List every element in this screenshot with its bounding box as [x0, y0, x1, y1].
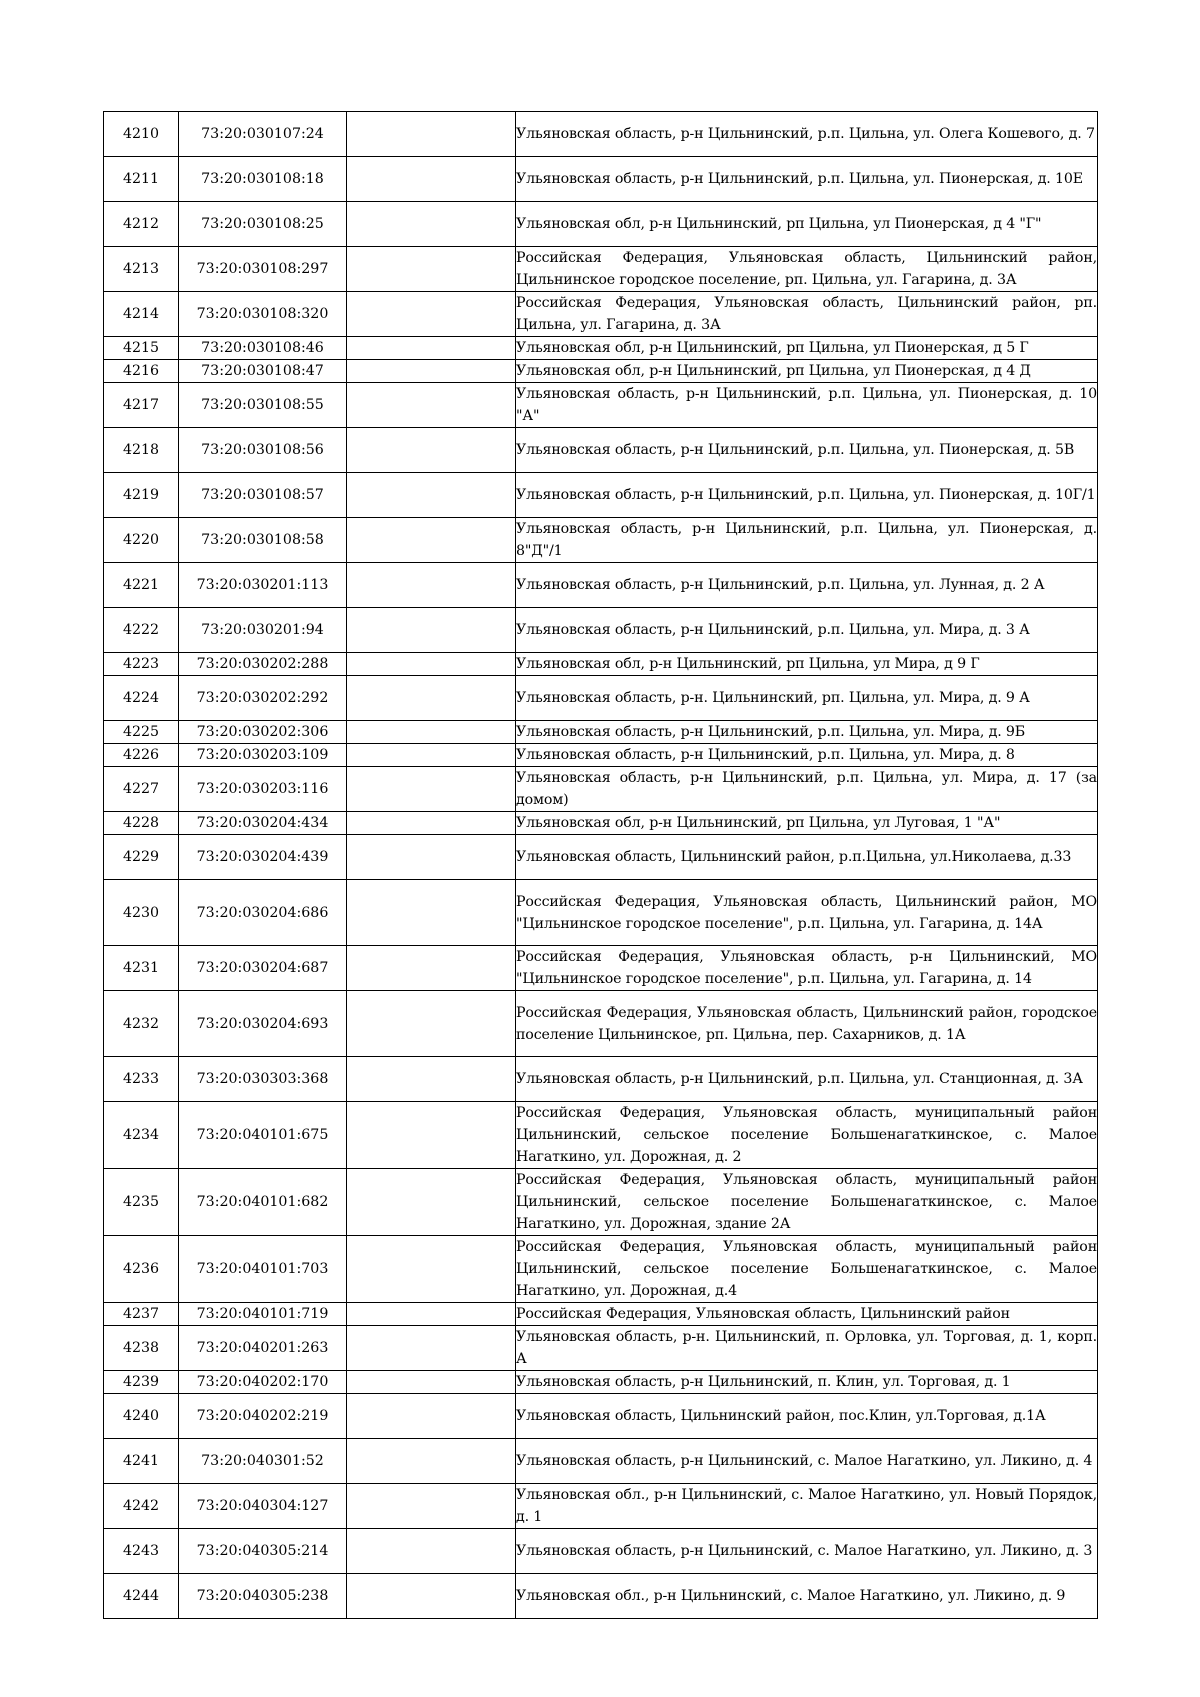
table-row — [104, 946, 1098, 991]
table-row — [104, 518, 1098, 563]
table-row — [104, 767, 1098, 812]
cadastral-number-cell: 73:20:030202:288 — [179, 653, 347, 676]
cadastral-number-cell: 73:20:040201:263 — [179, 1326, 347, 1371]
address-cell — [516, 721, 1098, 744]
table-row — [104, 1236, 1098, 1303]
cadastral-number-cell: 73:20:030108:25 — [179, 202, 347, 247]
row-number-cell: 4215 — [104, 337, 179, 360]
table-row — [104, 1169, 1098, 1236]
table-row — [104, 360, 1098, 383]
row-number-cell: 4227 — [104, 767, 179, 812]
row-number-cell: 4212 — [104, 202, 179, 247]
address-text: Российская Федерация, Ульяновская область, р-н Цильнинский, МО "Цильнинское городское поселение", р.п. Цильна, ул. Гагарина, д. 14 — [516, 949, 1097, 987]
table-row — [104, 721, 1098, 744]
registry-table-body — [104, 112, 1098, 1619]
address-cell — [516, 1574, 1098, 1619]
address-text: Ульяновская обл, р-н Цильнинский, рп Цильна, ул Пионерская, д 4 "Г" — [516, 216, 1042, 232]
table-row — [104, 835, 1098, 880]
cadastral-number-cell: 73:20:040304:127 — [179, 1484, 347, 1529]
row-number-cell: 4211 — [104, 157, 179, 202]
row-number-cell: 4242 — [104, 1484, 179, 1529]
cadastral-number-cell: 73:20:040202:170 — [179, 1371, 347, 1394]
row-number-cell: 4238 — [104, 1326, 179, 1371]
address-cell — [516, 1371, 1098, 1394]
row-number-cell: 4220 — [104, 518, 179, 563]
cadastral-number-cell: 73:20:040101:719 — [179, 1303, 347, 1326]
table-row — [104, 292, 1098, 337]
address-text: Ульяновская область, р-н. Цильнинский, п. Орловка, ул. Торговая, д. 1, корп. А — [516, 1329, 1097, 1367]
empty-cell — [347, 518, 516, 563]
table-row — [104, 1574, 1098, 1619]
cadastral-number-cell: 73:20:040101:682 — [179, 1169, 347, 1236]
address-cell — [516, 428, 1098, 473]
table-row — [104, 1326, 1098, 1371]
cadastral-number-cell: 73:20:040305:238 — [179, 1574, 347, 1619]
empty-cell — [347, 1371, 516, 1394]
cadastral-number-cell: 73:20:030108:58 — [179, 518, 347, 563]
address-text: Ульяновская область, р-н Цильнинский, с. Малое Нагаткино, ул. Ликино, д. 4 — [516, 1453, 1093, 1469]
empty-cell — [347, 1484, 516, 1529]
empty-cell — [347, 473, 516, 518]
row-number-cell: 4214 — [104, 292, 179, 337]
empty-cell — [347, 1057, 516, 1102]
empty-cell — [347, 946, 516, 991]
table-row — [104, 812, 1098, 835]
row-number-cell: 4233 — [104, 1057, 179, 1102]
table-row — [104, 991, 1098, 1057]
address-text: Ульяновская область, р-н Цильнинский, с. Малое Нагаткино, ул. Ликино, д. 3 — [516, 1543, 1093, 1559]
address-text: Ульяновская область, р-н Цильнинский, р.п. Цильна, ул. Пионерская, д. 8"Д"/1 — [516, 521, 1097, 559]
address-cell — [516, 292, 1098, 337]
empty-cell — [347, 157, 516, 202]
empty-cell — [347, 721, 516, 744]
cadastral-number-cell: 73:20:030108:46 — [179, 337, 347, 360]
address-cell — [516, 360, 1098, 383]
empty-cell — [347, 653, 516, 676]
address-cell — [516, 518, 1098, 563]
cadastral-number-cell: 73:20:030204:434 — [179, 812, 347, 835]
address-text: Ульяновская обл, р-н Цильнинский, рп Цильна, ул Пионерская, д 5 Г — [516, 340, 1029, 356]
row-number-cell: 4234 — [104, 1102, 179, 1169]
row-number-cell: 4222 — [104, 608, 179, 653]
cadastral-number-cell: 73:20:030107:24 — [179, 112, 347, 157]
table-row — [104, 880, 1098, 946]
cadastral-number-cell: 73:20:030204:686 — [179, 880, 347, 946]
address-text: Ульяновская обл., р-н Цильнинский, с. Малое Нагаткино, ул. Новый Порядок, д. 1 — [516, 1487, 1097, 1525]
address-text: Российская Федерация, Ульяновская область, Цильнинский район, Цильнинское городское поселение, рп. Цильна, ул. Гагарина, д. 3А — [516, 250, 1097, 288]
cadastral-number-cell: 73:20:030204:687 — [179, 946, 347, 991]
address-text: Российская Федерация, Ульяновская область, Цильнинский район, городское поселение Цильнинское, рп. Цильна, пер. Сахарников, д. 1А — [516, 1004, 1097, 1043]
address-cell — [516, 1057, 1098, 1102]
address-text: Российская Федерация, Ульяновская область, муниципальный район Цильнинский, сельское поселение Большенагаткинское, с. Малое Нагаткино, ул. Дорожная, здание 2А — [516, 1172, 1097, 1232]
cadastral-number-cell: 73:20:040101:675 — [179, 1102, 347, 1169]
cadastral-number-cell: 73:20:030203:116 — [179, 767, 347, 812]
table-row — [104, 744, 1098, 767]
address-cell — [516, 1394, 1098, 1439]
empty-cell — [347, 767, 516, 812]
cadastral-number-cell: 73:20:030108:320 — [179, 292, 347, 337]
table-row — [104, 1439, 1098, 1484]
address-text: Российская Федерация, Ульяновская область, Цильнинский район — [516, 1306, 1010, 1322]
cadastral-number-cell: 73:20:030201:94 — [179, 608, 347, 653]
address-cell — [516, 676, 1098, 721]
empty-cell — [347, 1236, 516, 1303]
address-cell — [516, 1303, 1098, 1326]
address-cell — [516, 835, 1098, 880]
table-row — [104, 157, 1098, 202]
address-cell — [516, 991, 1098, 1057]
empty-cell — [347, 835, 516, 880]
address-text: Ульяновская область, Цильнинский район, пос.Клин, ул.Торговая, д.1А — [516, 1408, 1046, 1424]
cadastral-number-cell: 73:20:040101:703 — [179, 1236, 347, 1303]
row-number-cell: 4239 — [104, 1371, 179, 1394]
address-text: Ульяновская обл, р-н Цильнинский, рп Цильна, ул Пионерская, д 4 Д — [516, 363, 1031, 379]
table-row — [104, 473, 1098, 518]
row-number-cell: 4223 — [104, 653, 179, 676]
empty-cell — [347, 563, 516, 608]
table-row — [104, 676, 1098, 721]
empty-cell — [347, 360, 516, 383]
address-text: Ульяновская область, р-н Цильнинский, р.п. Цильна, ул. Лунная, д. 2 А — [516, 577, 1045, 593]
row-number-cell: 4241 — [104, 1439, 179, 1484]
row-number-cell: 4235 — [104, 1169, 179, 1236]
address-text: Ульяновская область, р-н. Цильнинский, рп. Цильна, ул. Мира, д. 9 А — [516, 690, 1030, 706]
empty-cell — [347, 676, 516, 721]
cadastral-number-cell: 73:20:030108:47 — [179, 360, 347, 383]
row-number-cell: 4221 — [104, 563, 179, 608]
address-text: Ульяновская область, р-н Цильнинский, р.п. Цильна, ул. Станционная, д. 3А — [516, 1071, 1083, 1087]
empty-cell — [347, 1303, 516, 1326]
row-number-cell: 4210 — [104, 112, 179, 157]
empty-cell — [347, 428, 516, 473]
address-text: Ульяновская область, Цильнинский район, р.п.Цильна, ул.Николаева, д.33 — [516, 849, 1072, 865]
cadastral-number-cell: 73:20:040305:214 — [179, 1529, 347, 1574]
cadastral-number-cell: 73:20:030202:292 — [179, 676, 347, 721]
address-cell — [516, 563, 1098, 608]
cadastral-number-cell: 73:20:030108:297 — [179, 247, 347, 292]
address-text: Ульяновская область, р-н Цильнинский, п. Клин, ул. Торговая, д. 1 — [516, 1374, 1011, 1390]
address-cell — [516, 1236, 1098, 1303]
row-number-cell: 4230 — [104, 880, 179, 946]
address-cell — [516, 247, 1098, 292]
address-cell — [516, 112, 1098, 157]
address-text: Ульяновская область, р-н Цильнинский, р.п. Цильна, ул. Мира, д. 9Б — [516, 724, 1026, 740]
address-cell — [516, 880, 1098, 946]
cadastral-number-cell: 73:20:030303:368 — [179, 1057, 347, 1102]
address-text: Ульяновская область, р-н Цильнинский, р.п. Цильна, ул. Олега Кошевого, д. 7 — [516, 126, 1095, 142]
empty-cell — [347, 247, 516, 292]
address-cell — [516, 653, 1098, 676]
table-row — [104, 383, 1098, 428]
table-row — [104, 1394, 1098, 1439]
address-cell — [516, 1102, 1098, 1169]
address-text: Ульяновская область, р-н Цильнинский, р.п. Цильна, ул. Пионерская, д. 10 "А" — [516, 386, 1097, 424]
cadastral-number-cell: 73:20:030203:109 — [179, 744, 347, 767]
address-text: Ульяновская область, р-н Цильнинский, р.п. Цильна, ул. Пионерская, д. 10Г/1 — [516, 487, 1096, 503]
row-number-cell: 4240 — [104, 1394, 179, 1439]
address-cell — [516, 744, 1098, 767]
table-row — [104, 337, 1098, 360]
cadastral-number-cell: 73:20:030108:57 — [179, 473, 347, 518]
registry-table — [103, 111, 1098, 1619]
address-cell — [516, 383, 1098, 428]
table-row — [104, 653, 1098, 676]
cadastral-number-cell: 73:20:030108:55 — [179, 383, 347, 428]
empty-cell — [347, 1439, 516, 1484]
empty-cell — [347, 202, 516, 247]
empty-cell — [347, 337, 516, 360]
address-text: Ульяновская область, р-н Цильнинский, р.п. Цильна, ул. Мира, д. 17 (за домом) — [516, 770, 1097, 808]
empty-cell — [347, 1394, 516, 1439]
row-number-cell: 4216 — [104, 360, 179, 383]
empty-cell — [347, 383, 516, 428]
address-text: Российская Федерация, Ульяновская область, Цильнинский район, рп. Цильна, ул. Гагарина, д. 3А — [516, 295, 1097, 333]
empty-cell — [347, 1169, 516, 1236]
address-cell — [516, 473, 1098, 518]
row-number-cell: 4225 — [104, 721, 179, 744]
row-number-cell: 4232 — [104, 991, 179, 1057]
address-cell — [516, 157, 1098, 202]
address-text: Ульяновская область, р-н Цильнинский, р.п. Цильна, ул. Мира, д. 8 — [516, 747, 1015, 763]
row-number-cell: 4217 — [104, 383, 179, 428]
address-cell — [516, 1439, 1098, 1484]
table-row — [104, 1371, 1098, 1394]
address-cell — [516, 767, 1098, 812]
empty-cell — [347, 112, 516, 157]
empty-cell — [347, 880, 516, 946]
row-number-cell: 4224 — [104, 676, 179, 721]
table-row — [104, 1102, 1098, 1169]
empty-cell — [347, 1529, 516, 1574]
table-row — [104, 1303, 1098, 1326]
table-row — [104, 608, 1098, 653]
address-text: Ульяновская область, р-н Цильнинский, р.п. Цильна, ул. Мира, д. 3 А — [516, 622, 1030, 638]
table-row — [104, 1484, 1098, 1529]
empty-cell — [347, 1326, 516, 1371]
address-cell — [516, 337, 1098, 360]
table-row — [104, 428, 1098, 473]
address-text: Ульяновская область, р-н Цильнинский, р.п. Цильна, ул. Пионерская, д. 10Е — [516, 171, 1083, 187]
empty-cell — [347, 292, 516, 337]
cadastral-number-cell: 73:20:040301:52 — [179, 1439, 347, 1484]
empty-cell — [347, 1102, 516, 1169]
cadastral-number-cell: 73:20:030204:439 — [179, 835, 347, 880]
address-cell — [516, 1326, 1098, 1371]
address-text: Ульяновская обл, р-н Цильнинский, рп Цильна, ул Луговая, 1 "А" — [516, 815, 1001, 831]
table-row — [104, 1057, 1098, 1102]
address-text: Российская Федерация, Ульяновская область, Цильнинский район, МО "Цильнинское городское поселение", р.п. Цильна, ул. Гагарина, д. 14А — [516, 893, 1097, 932]
empty-cell — [347, 991, 516, 1057]
table-row — [104, 247, 1098, 292]
cadastral-number-cell: 73:20:030202:306 — [179, 721, 347, 744]
address-cell — [516, 1529, 1098, 1574]
cadastral-number-cell: 73:20:030108:56 — [179, 428, 347, 473]
row-number-cell: 4228 — [104, 812, 179, 835]
table-row — [104, 1529, 1098, 1574]
address-text: Ульяновская обл., р-н Цильнинский, с. Малое Нагаткино, ул. Ликино, д. 9 — [516, 1588, 1066, 1604]
address-text: Ульяновская обл, р-н Цильнинский, рп Цильна, ул Мира, д 9 Г — [516, 656, 980, 672]
table-row — [104, 563, 1098, 608]
cadastral-number-cell: 73:20:030204:693 — [179, 991, 347, 1057]
empty-cell — [347, 1574, 516, 1619]
row-number-cell: 4231 — [104, 946, 179, 991]
row-number-cell: 4226 — [104, 744, 179, 767]
table-row — [104, 112, 1098, 157]
row-number-cell: 4219 — [104, 473, 179, 518]
empty-cell — [347, 744, 516, 767]
row-number-cell: 4218 — [104, 428, 179, 473]
cadastral-number-cell: 73:20:040202:219 — [179, 1394, 347, 1439]
address-text: Ульяновская область, р-н Цильнинский, р.п. Цильна, ул. Пионерская, д. 5В — [516, 442, 1075, 458]
address-text: Российская Федерация, Ульяновская область, муниципальный район Цильнинский, сельское поселение Большенагаткинское, с. Малое Нагаткино, ул. Дорожная, д.4 — [516, 1239, 1097, 1299]
address-cell — [516, 812, 1098, 835]
address-cell — [516, 608, 1098, 653]
address-cell — [516, 1169, 1098, 1236]
row-number-cell: 4236 — [104, 1236, 179, 1303]
address-cell — [516, 946, 1098, 991]
address-cell — [516, 202, 1098, 247]
empty-cell — [347, 812, 516, 835]
row-number-cell: 4244 — [104, 1574, 179, 1619]
document-page — [103, 111, 1098, 1619]
row-number-cell: 4237 — [104, 1303, 179, 1326]
row-number-cell: 4213 — [104, 247, 179, 292]
cadastral-number-cell: 73:20:030108:18 — [179, 157, 347, 202]
row-number-cell: 4229 — [104, 835, 179, 880]
empty-cell — [347, 608, 516, 653]
row-number-cell: 4243 — [104, 1529, 179, 1574]
cadastral-number-cell: 73:20:030201:113 — [179, 563, 347, 608]
address-text: Российская Федерация, Ульяновская область, муниципальный район Цильнинский, сельское поселение Большенагаткинское, с. Малое Нагаткино, ул. Дорожная, д. 2 — [516, 1105, 1097, 1165]
table-row — [104, 202, 1098, 247]
address-cell — [516, 1484, 1098, 1529]
